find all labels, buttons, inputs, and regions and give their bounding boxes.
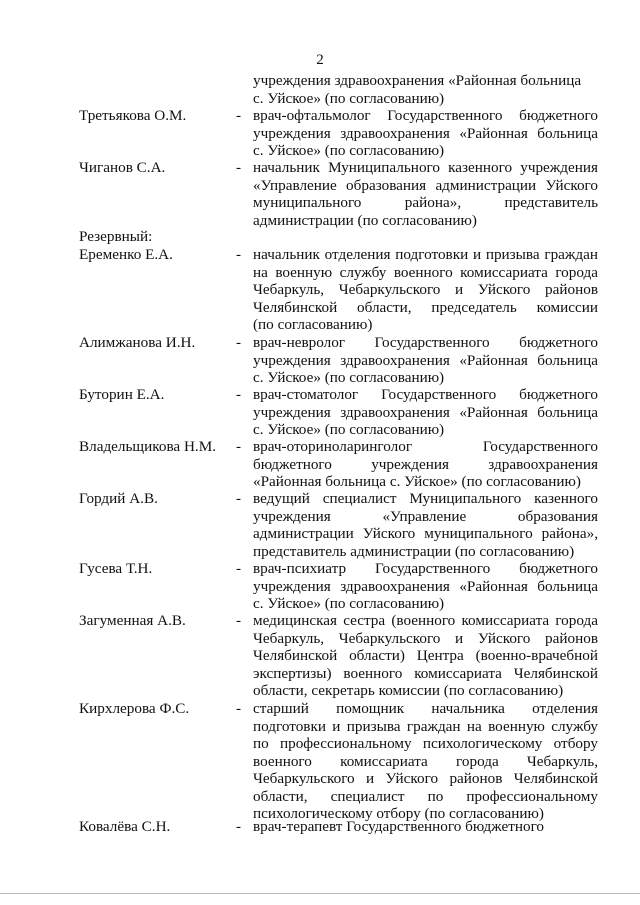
position-line: администрации Уйского муниципального района», (253, 525, 598, 542)
page-edge-rule (0, 893, 640, 894)
position-line: учреждения здравоохранения «Районная больница (253, 577, 598, 595)
member-position (253, 107, 598, 160)
position-line: военного комиссариата города Чебаркуль, (253, 752, 598, 770)
position-line: Челябинской области, председатель комиссии (253, 298, 598, 316)
reserve-group-label: Резервный: (79, 228, 153, 245)
position-line: медицинская сестра (военного комиссариата города (253, 612, 598, 629)
member-position (253, 246, 598, 334)
position-line: Чебаркуль, Чебаркульского и Уйского районов (253, 281, 598, 298)
page-number: 2 (316, 52, 324, 68)
member-name: Чиганов С.А. (79, 159, 166, 176)
entry-dash: - (236, 107, 242, 124)
position-line: с. Уйское» (по согласованию) (253, 369, 445, 386)
position-line: врач-невролог Государственного бюджетного (253, 334, 598, 351)
continued-line: учреждения здравоохранения «Районная больница (253, 72, 582, 89)
member-name: Третьякова О.М. (79, 107, 187, 124)
position-line: психологическому отбору (по согласованию) (253, 805, 544, 822)
position-line: учреждения «Управление образования (253, 507, 598, 525)
member-position (253, 560, 598, 613)
position-line: Чебаркуль, Чебаркульского и Уйского районов (253, 629, 598, 647)
continued-line: с. Уйское» (по согласованию) (253, 89, 445, 107)
position-line: врач-офтальмолог Государственного бюджетного (253, 107, 598, 124)
position-line: муниципального района», представитель (253, 194, 598, 211)
entry-dash: - (236, 612, 242, 629)
position-line: врач-стоматолог Государственного бюджетного (253, 386, 598, 403)
member-name: Алимжанова И.Н. (79, 334, 196, 351)
entry-dash: - (236, 246, 242, 263)
member-name: Гусева Т.Н. (79, 560, 153, 577)
entry-dash: - (236, 438, 242, 455)
position-line: учреждения здравоохранения «Районная больница (253, 351, 598, 369)
position-line: «Управление образования администрации Уйского (253, 176, 598, 194)
member-name: Гордий А.В. (79, 490, 158, 507)
member-position (253, 818, 598, 836)
position-line: области, специалист по профессиональному (253, 787, 598, 805)
position-line: экспертизы) военного комиссариата Челябинской (253, 664, 598, 682)
entry-dash: - (236, 700, 242, 717)
entry-dash: - (236, 159, 242, 176)
member-position (253, 612, 598, 700)
position-line: представитель администрации (по согласованию) (253, 542, 575, 560)
position-line: ведущий специалист Муниципального казенного (253, 490, 598, 507)
position-line: администрации (по согласованию) (253, 211, 477, 229)
position-line: врач-психиатр Государственного бюджетного (253, 560, 598, 577)
position-line: бюджетного учреждения здравоохранения (253, 455, 598, 473)
position-line: с. Уйское» (по согласованию) (253, 142, 445, 159)
member-position (253, 386, 598, 439)
position-line: «Районная больница с. Уйское» (по согласованию) (253, 473, 581, 490)
member-name: Владельщикова Н.М. (79, 438, 217, 455)
position-line: учреждения здравоохранения «Районная больница (253, 124, 598, 142)
position-line: начальник Муниципального казенного учреждения (253, 159, 598, 176)
member-name: Еременко Е.А. (79, 246, 173, 263)
position-line: с. Уйское» (по согласованию) (253, 421, 445, 438)
position-line: подготовки и призыва граждан на военную службу (253, 717, 598, 735)
member-position (253, 438, 598, 491)
member-position (253, 700, 598, 823)
continued-text (253, 72, 598, 107)
position-line: на военную службу военного комиссариата города (253, 263, 598, 281)
position-line: по профессиональному психологическому отбору (253, 735, 598, 752)
position-line: старший помощник начальника отделения (253, 700, 598, 717)
position-line: области, секретарь комиссии (по согласованию) (253, 682, 564, 699)
member-name: Кирхлерова Ф.С. (79, 700, 190, 717)
position-line: Челябинской области) Центра (военно-врачебной (253, 647, 598, 664)
entry-dash: - (236, 334, 242, 351)
member-position (253, 490, 598, 560)
entry-dash: - (236, 490, 242, 507)
member-name: Загуменная А.В. (79, 612, 186, 629)
member-position (253, 159, 598, 229)
position-line: учреждения здравоохранения «Районная больница (253, 403, 598, 421)
member-name: Ковалёва С.Н. (79, 818, 171, 835)
position-line: врач-оториноларинголог Государственного (253, 438, 598, 455)
member-position (253, 334, 598, 387)
entry-dash: - (236, 818, 242, 835)
position-line: начальник отделения подготовки и призыва граждан (253, 246, 598, 263)
position-line: врач-терапевт Государственного бюджетного (253, 818, 545, 835)
entry-dash: - (236, 560, 242, 577)
position-line: Чебаркульского и Уйского районов Челябинской (253, 770, 598, 787)
entry-dash: - (236, 386, 242, 403)
position-line: с. Уйское» (по согласованию) (253, 595, 445, 612)
member-name: Буторин Е.А. (79, 386, 165, 403)
position-line: (по согласованию) (253, 316, 373, 333)
